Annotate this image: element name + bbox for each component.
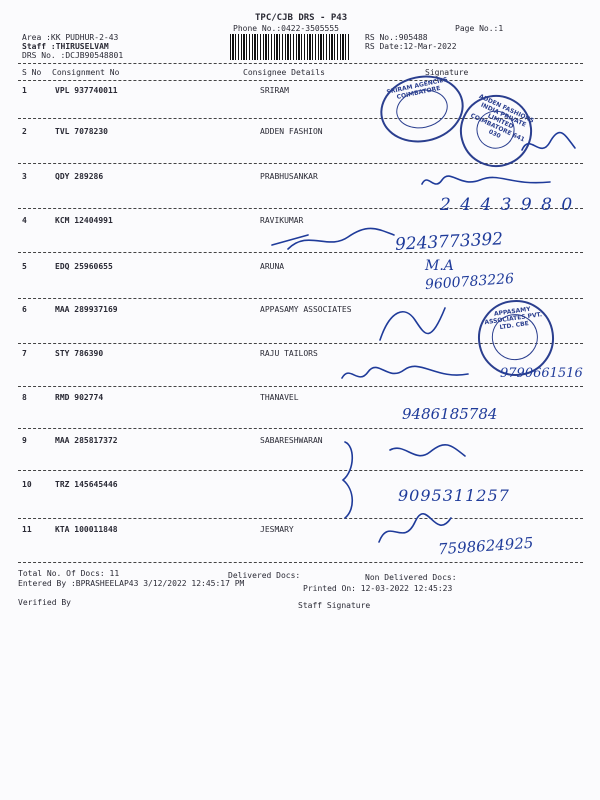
row-consignee: SABARESHWARAN bbox=[260, 436, 323, 445]
row-sno: 3 bbox=[22, 172, 27, 181]
row-consignee: THANAVEL bbox=[260, 393, 299, 402]
row-consignee: SRIRAM bbox=[260, 86, 289, 95]
handwritten-phone: 2 4 4 3 9 8 0 bbox=[440, 195, 575, 215]
document-title: TPC/CJB DRS - P43 bbox=[255, 13, 348, 23]
verified-by: Verified By bbox=[18, 598, 71, 607]
row-consignee: ADDEN FASHION bbox=[260, 127, 323, 136]
header-divider-top bbox=[18, 63, 583, 64]
row-sno: 11 bbox=[22, 525, 32, 534]
drs-number: DRS No. :DCJB90548801 bbox=[22, 51, 124, 60]
row-consignment: EDQ 25960655 bbox=[55, 262, 113, 271]
col-consignment: Consignment No bbox=[52, 68, 120, 77]
row-consignee: RAVIKUMAR bbox=[260, 216, 304, 225]
row-sno: 7 bbox=[22, 349, 27, 358]
header-divider-bottom bbox=[18, 80, 583, 81]
entered-by: Entered By :BPRASHEELAP43 3/12/2022 12:45:17 PM bbox=[18, 579, 245, 588]
signature-scribble bbox=[375, 300, 455, 350]
row-consignee: PRABHUSANKAR bbox=[260, 172, 318, 181]
total-docs: Total No. Of Docs: 11 bbox=[18, 569, 120, 578]
handwritten-phone: 9790661516 bbox=[500, 366, 583, 381]
row-divider bbox=[18, 562, 583, 563]
handwritten-phone: 7598624925 bbox=[437, 533, 534, 559]
row-consignment: RMD 902774 bbox=[55, 393, 104, 402]
barcode bbox=[230, 34, 350, 60]
row-consignee: JESMARY bbox=[260, 525, 294, 534]
printed-on: Printed On: 12-03-2022 12:45:23 bbox=[303, 584, 453, 593]
row-divider bbox=[18, 470, 583, 471]
sriram-stamp: SRIRAM AGENCIES COIMBATORE bbox=[374, 68, 470, 150]
row-consignment: TRZ 145645446 bbox=[55, 480, 118, 489]
handwritten-phone: 9243773392 bbox=[394, 229, 504, 255]
rs-date: RS Date:12-Mar-2022 bbox=[365, 42, 457, 51]
phone-number: Phone No.:0422-3505555 bbox=[233, 24, 339, 33]
delivered-docs: Delivered Docs: bbox=[228, 571, 301, 580]
staff-signature-label: Staff Signature bbox=[298, 601, 371, 610]
col-signature: Signature bbox=[425, 68, 469, 77]
row-divider bbox=[18, 428, 583, 429]
row-consignment: KTA 100011848 bbox=[55, 525, 118, 534]
page-number: Page No.:1 bbox=[455, 24, 504, 33]
row-sno: 5 bbox=[22, 262, 27, 271]
signature-scribble bbox=[340, 360, 470, 390]
row-sno: 1 bbox=[22, 86, 27, 95]
signature-scribble bbox=[520, 130, 580, 160]
row-consignee: RAJU TAILORS bbox=[260, 349, 318, 358]
row-sno: 6 bbox=[22, 305, 27, 314]
col-sno: S No bbox=[22, 68, 42, 77]
non-delivered-docs: Non Delivered Docs: bbox=[365, 573, 457, 582]
row-divider bbox=[18, 518, 583, 519]
row-sno: 2 bbox=[22, 127, 27, 136]
row-consignee: ARUNA bbox=[260, 262, 285, 271]
row-consignee: APPASAMY ASSOCIATES bbox=[260, 305, 352, 314]
appasamy-stamp: APPASAMY ASSOCIATES PVT. LTD. CBE bbox=[473, 295, 559, 381]
row-consignment: VPL 937740011 bbox=[55, 86, 118, 95]
row-sno: 4 bbox=[22, 216, 27, 225]
handwritten-initials: M.A bbox=[425, 258, 454, 274]
row-consignment: STY 786390 bbox=[55, 349, 104, 358]
row-divider bbox=[18, 386, 583, 387]
row-consignment: MAA 289937169 bbox=[55, 305, 118, 314]
row-sno: 10 bbox=[22, 480, 32, 489]
row-divider bbox=[18, 298, 583, 299]
rs-number: RS No.:905488 bbox=[365, 33, 428, 42]
signature-scribble bbox=[420, 170, 560, 192]
row-sno: 8 bbox=[22, 393, 27, 402]
row-consignment: MAA 285817372 bbox=[55, 436, 118, 445]
area-label: Area :KK PUDHUR-2-43 bbox=[22, 33, 119, 42]
row-consignment: QDY 289286 bbox=[55, 172, 104, 181]
staff-label: Staff :THIRUSELVAM bbox=[22, 42, 109, 51]
handwritten-phone: 9600783226 bbox=[424, 270, 515, 294]
adden-stamp: ADDEN FASHIONS INDIA PRIVATE LIMITED COIMBATORE 641 030 bbox=[448, 83, 544, 179]
row-consignment: KCM 12404991 bbox=[55, 216, 113, 225]
row-sno: 9 bbox=[22, 436, 27, 445]
row-consignment: TVL 7078230 bbox=[55, 127, 108, 136]
handwritten-phone: 9095311257 bbox=[398, 486, 510, 505]
signature-scribble bbox=[335, 440, 475, 520]
col-consignee: Consignee Details bbox=[243, 68, 325, 77]
handwritten-phone: 9486185784 bbox=[402, 405, 498, 423]
signature-scribble bbox=[268, 225, 398, 255]
